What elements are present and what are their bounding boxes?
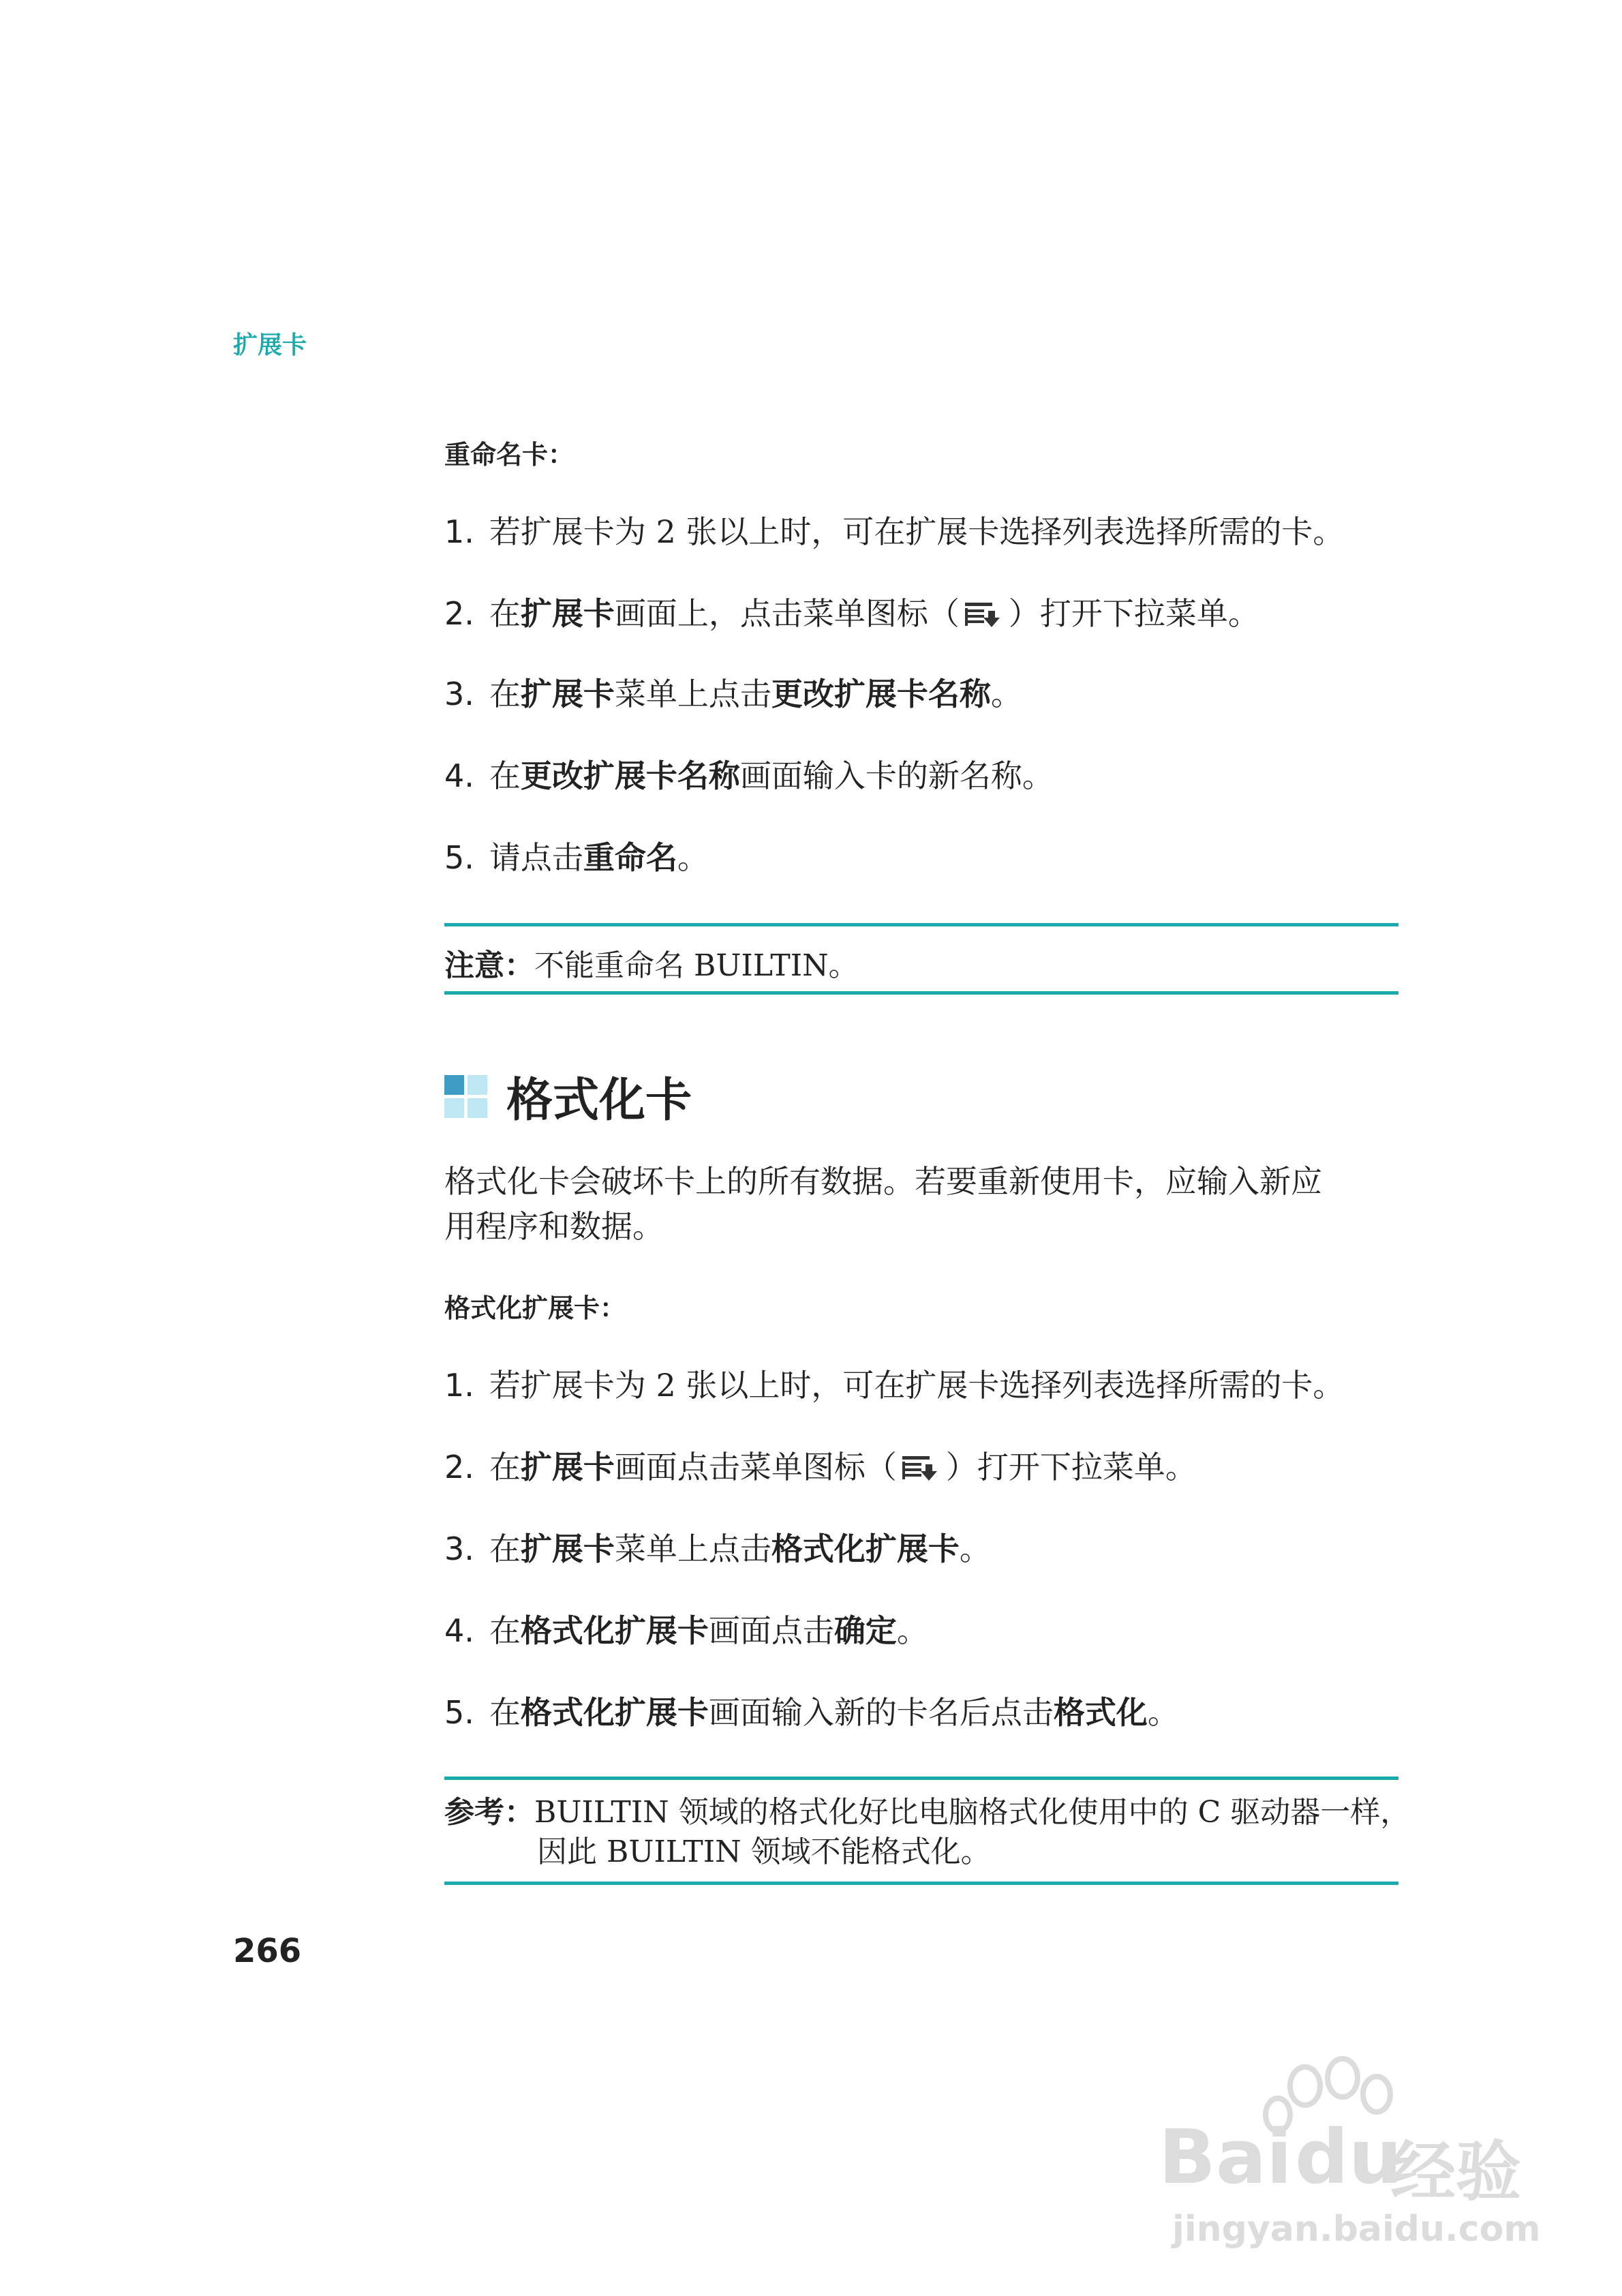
step-text: 若扩展卡为 2 张以上时，可在扩展卡选择列表选择所需的卡。 [489,513,1345,550]
format-step-5 [444,1688,1179,1733]
step-bold: 格式化 [1053,1694,1148,1731]
step-number: 4. [444,1612,474,1649]
rename-subtitle: 重命名卡： [444,440,575,470]
step-number: 3. [444,1530,474,1567]
watermark-jingyan: 经验 [1390,2134,1521,2210]
rename-note [444,941,859,984]
section-title-text: 格式化卡 [506,1074,692,1128]
step-text: ）打开下拉菜单。 [1008,595,1259,632]
format-intro [444,1159,1398,1249]
format-step-1 [444,1361,1344,1406]
step-text: ）打开下拉菜单。 [945,1449,1197,1485]
page-number: 266 [233,1932,302,1970]
note-label: 注意： [444,948,534,983]
step-bold: 重命名 [583,839,677,876]
step-number: 1. [444,1367,474,1404]
step-bold: 格式化扩展卡 [520,1694,709,1731]
step-bold: 确定 [833,1612,897,1649]
step-text: 。 [1147,1694,1179,1731]
section-title [444,1063,692,1130]
step-text: 在 [489,595,521,632]
ref-line-1: BUILTIN 领域的格式化好比电脑格式化使用中的 C 驱动器一样， [534,1795,1411,1830]
watermark-brand-2: du [1295,2113,1403,2201]
watermark-url: jingyan.baidu.com [1172,2209,1541,2250]
ref-line-2: 因此 BUILTIN 领域不能格式化。 [537,1834,991,1869]
format-step-4 [444,1606,928,1651]
note-text: 不能重命名 BUILTIN。 [534,948,859,983]
step-bold: 更改扩展卡名称 [520,757,740,794]
step-text: 在 [489,757,521,794]
step-bold: 格式化扩展卡 [520,1612,709,1649]
step-text: 在 [489,1449,521,1485]
step-text: 画面输入新的卡名后点击 [708,1694,1054,1731]
step-text: 在 [489,1612,521,1649]
step-number: 2. [444,1449,474,1485]
step-bold: 格式化扩展卡 [771,1530,960,1567]
step-bold: 扩展卡 [520,676,615,712]
format-reference [444,1793,1410,1872]
note-rule-bottom [444,991,1398,995]
intro-line-1: 格式化卡会破坏卡上的所有数据。若要重新使用卡，应输入新应 [444,1163,1322,1200]
step-number: 5. [444,839,474,876]
step-text: 若扩展卡为 2 张以上时，可在扩展卡选择列表选择所需的卡。 [489,1367,1345,1404]
watermark-brand: Bai [1159,2113,1292,2201]
step-number: 2. [444,595,474,632]
format-step-3 [444,1524,991,1569]
step-text: 。 [896,1612,928,1649]
rename-step-2 [444,589,1259,637]
step-text: 画面上，点击菜单图标（ [614,595,960,632]
step-number: 4. [444,757,474,794]
format-subtitle: 格式化扩展卡： [444,1293,626,1323]
step-text: 画面点击菜单图标（ [614,1449,897,1485]
note-rule-top [444,923,1398,926]
step-number: 1. [444,513,474,550]
step-text: 菜单上点击 [614,676,771,712]
running-header: 扩展卡 [233,331,307,359]
step-text: 。 [990,676,1022,712]
step-text: 请点击 [489,839,583,876]
rename-step-3 [444,669,1022,714]
step-text: 画面点击 [708,1612,834,1649]
step-text: 在 [489,1694,521,1731]
rename-step-1 [444,507,1344,552]
rename-step-4 [444,751,1054,796]
step-bold: 扩展卡 [520,1530,615,1567]
step-text: 。 [677,839,709,876]
ref-rule-top [444,1777,1398,1780]
ref-rule-bottom [444,1882,1398,1885]
step-text: 菜单上点击 [614,1530,771,1567]
step-bold: 扩展卡 [520,1449,615,1485]
rename-step-5 [444,833,709,878]
step-text: 。 [959,1530,991,1567]
section-squares-icon [444,1075,487,1118]
ref-label: 参考： [444,1795,534,1830]
step-bold: 扩展卡 [520,595,615,632]
step-text: 画面输入卡的新名称。 [739,757,1054,794]
menu-dropdown-icon [964,600,1005,637]
intro-line-2: 用程序和数据。 [444,1208,664,1245]
menu-dropdown-icon [901,1453,942,1491]
baidu-watermark [1159,2052,1540,2256]
step-number: 3. [444,676,474,712]
step-text: 在 [489,676,521,712]
step-text: 在 [489,1530,521,1567]
step-number: 5. [444,1694,474,1731]
format-step-2 [444,1442,1197,1491]
step-bold: 更改扩展卡名称 [771,676,991,712]
